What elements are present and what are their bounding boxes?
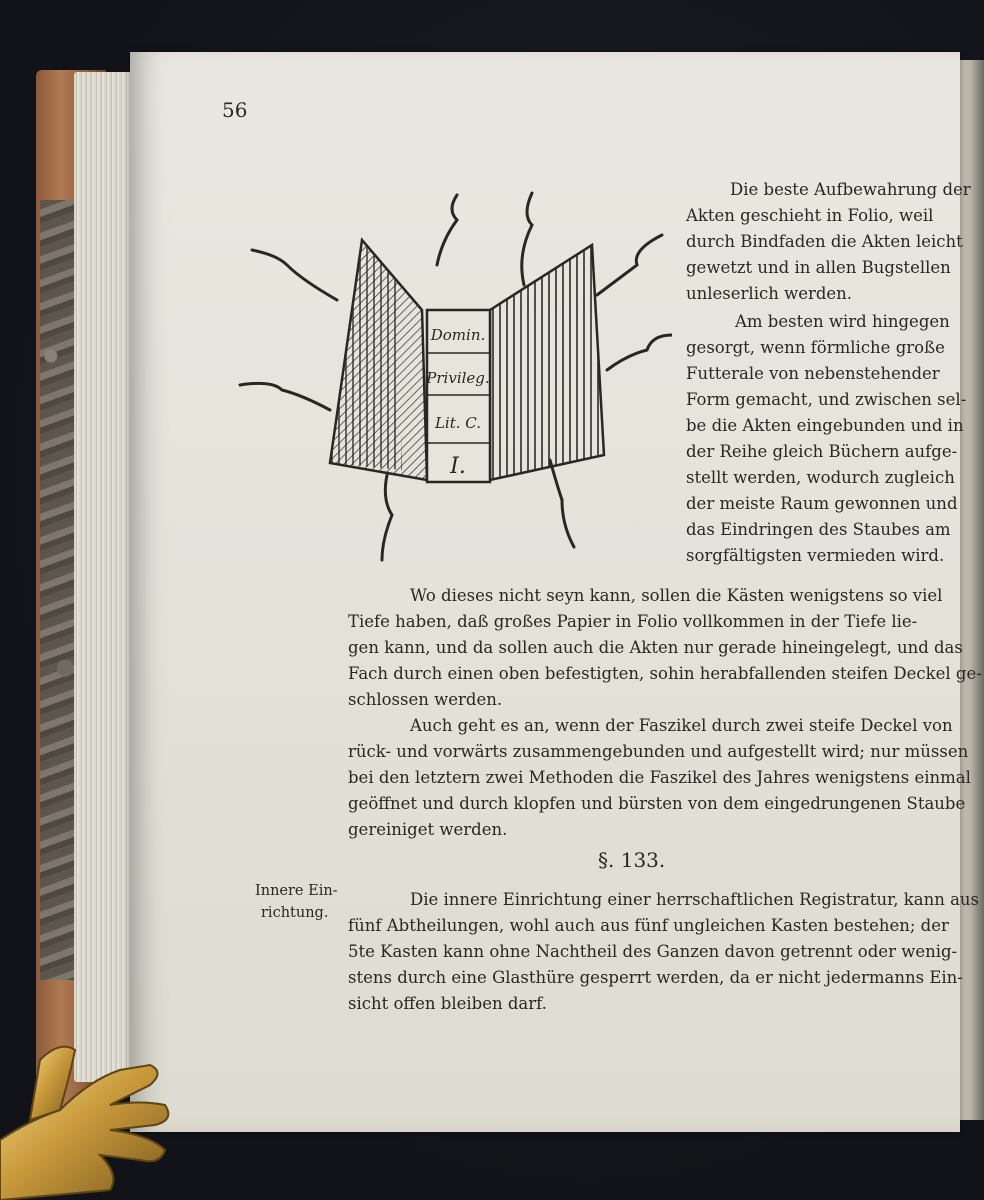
margin-note-line: Innere Ein- — [255, 883, 338, 899]
text-line: der Reihe gleich Büchern aufge- — [686, 442, 958, 461]
text-line: stellt werden, wodurch zugleich — [686, 468, 955, 487]
text-line: Akten geschieht in Folio, weil — [686, 206, 934, 225]
text-line: rück- und vorwärts zusammengebunden und aufgestellt wird; nur müssen — [348, 742, 969, 761]
text-line: das Eindringen des Staubes am — [686, 520, 951, 539]
text-line: Auch geht es an, wenn der Faszikel durch zwei steife Deckel von — [410, 716, 953, 735]
text-line: bei den letztern zwei Methoden die Faszikel des Jahres wenigstens einmal — [348, 768, 971, 787]
text-line: Form gemacht, und zwischen sel- — [686, 390, 967, 409]
text-line: unleserlich werden. — [686, 284, 853, 303]
text-line: Futterale von nebenstehender — [686, 364, 940, 383]
spine-label-3: Lit. C. — [434, 414, 482, 432]
text-line: 5te Kasten kann ohne Nachtheil des Ganzen davon getrennt oder wenig- — [348, 942, 958, 961]
text-line: Tiefe haben, daß großes Papier in Folio vollkommen in der Tiefe lie- — [348, 612, 918, 631]
text-line: Die beste Aufbewahrung der — [730, 180, 971, 199]
text-line: sicht offen bleiben darf. — [348, 994, 547, 1013]
text-line: gesorgt, wenn förmliche große — [686, 338, 945, 357]
spine-label-1: Domin. — [430, 326, 486, 344]
margin-note-line: richtung. — [261, 905, 329, 921]
text-line: schlossen werden. — [348, 690, 503, 709]
text-line: durch Bindfaden die Akten leicht — [686, 232, 963, 251]
marbled-board — [40, 200, 76, 980]
text-line: Am besten wird hingegen — [735, 312, 950, 331]
text-line: Wo dieses nicht seyn kann, sollen die Kästen wenigstens so viel — [410, 586, 943, 605]
text-line: Fach durch einen oben befestigten, sohin herabfallenden steifen Deckel ge- — [348, 664, 982, 683]
text-line: gen kann, und da sollen auch die Akten nur gerade hineingelegt, und das — [348, 638, 963, 657]
page-number: 56 — [222, 98, 248, 122]
text-line: gewetzt und in allen Bugstellen — [686, 258, 951, 277]
text-line: be die Akten eingebunden und in — [686, 416, 964, 435]
spine-label-2: Privileg. — [426, 369, 490, 387]
text-line: geöffnet und durch klopfen und bürsten von dem eingedrungenen Staube — [348, 794, 966, 813]
folder-case-illustration — [232, 185, 672, 565]
text-line: der meiste Raum gewonnen und — [686, 494, 958, 513]
text-line: Die innere Einrichtung einer herrschaftlichen Registratur, kann aus — [410, 890, 980, 909]
margin-note — [255, 880, 338, 924]
text-line: gereiniget werden. — [348, 820, 508, 839]
text-line: stens durch eine Glasthüre gesperrt werden, da er nicht jedermanns Ein- — [348, 968, 963, 987]
brass-hand-page-holder — [0, 1010, 240, 1200]
text-line: fünf Abtheilungen, wohl auch aus fünf ungleichen Kasten bestehen; der — [348, 916, 949, 935]
spine-label-4: I. — [450, 454, 466, 479]
text-line: sorgfältigsten vermieden wird. — [686, 546, 945, 565]
section-heading: §. 133. — [598, 848, 666, 872]
